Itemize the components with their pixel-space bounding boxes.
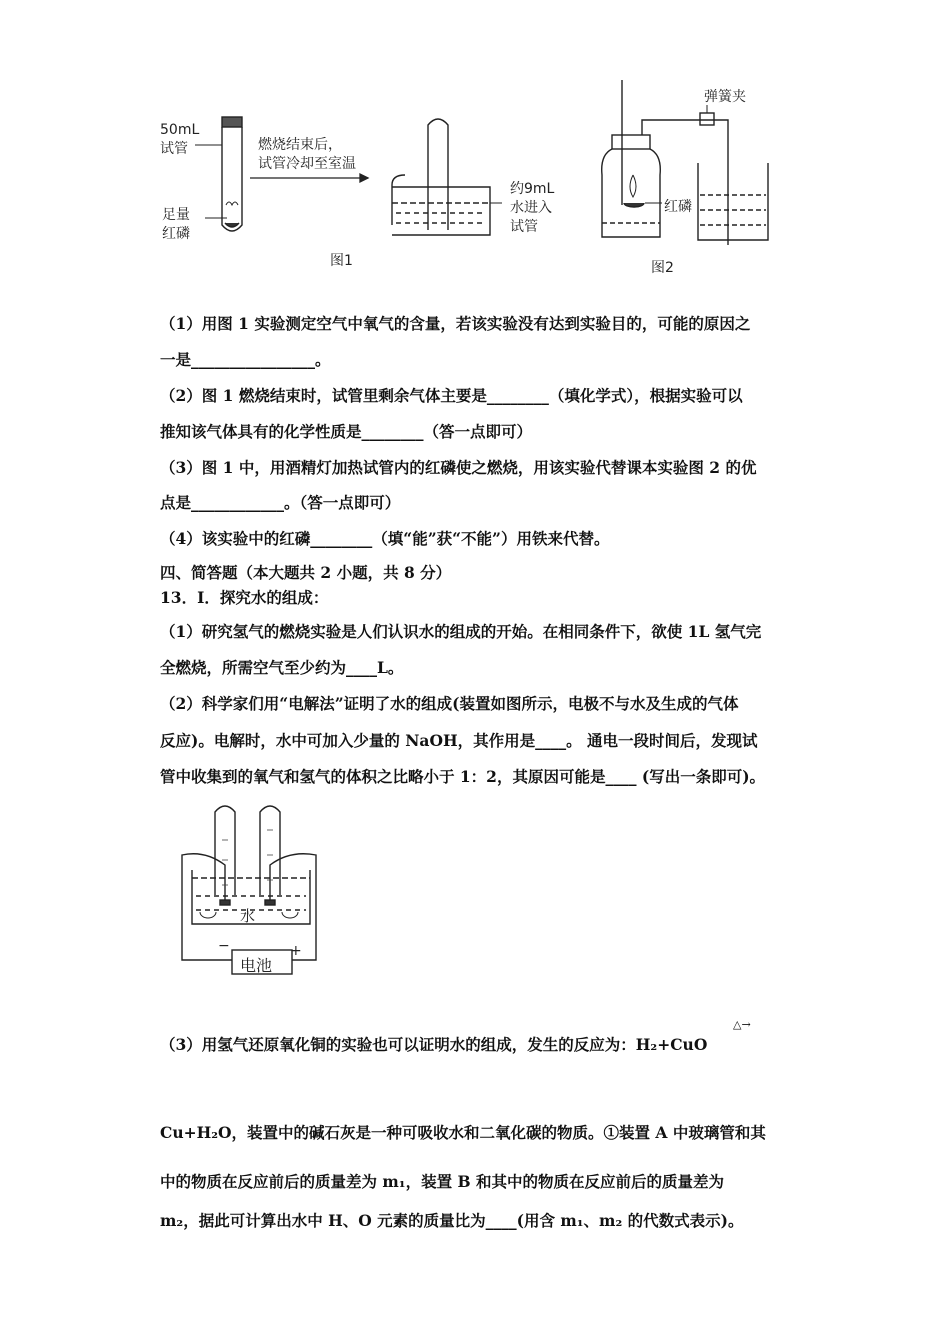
q13-1-line1: （1）研究氢气的燃烧实验是人们认识水的组成的开始。在相同条件下，欲使 1L 氢气完: [160, 622, 762, 641]
fig1-arrow: [250, 174, 368, 182]
fig2-clamp-label: 弹簧夹: [704, 89, 746, 105]
electrolysis-battery-label: 电池: [240, 956, 273, 975]
q13-3-line1: （3）用氢气还原氧化铜的实验也可以证明水的组成，发生的反应为：H₂+CuO: [160, 1035, 708, 1054]
q3-line2: 点是____________。（答一点即可）: [160, 493, 401, 512]
heat-arrow: △→: [733, 1018, 751, 1031]
q2-line2: 推知该气体具有的化学性质是________（答一点即可）: [160, 422, 533, 441]
q1-line2: 一是________________。: [160, 350, 331, 369]
q2-line1: （2）图 1 燃烧结束时，试管里剩余气体主要是________（填化学式），根据实验可以: [160, 386, 743, 405]
fig2-caption: 图2: [651, 260, 674, 276]
fig1-arrow-text: 燃烧结束后， 试管冷却至室温: [258, 137, 356, 172]
electrolysis-water-label: 水: [240, 907, 256, 925]
q13-3-line4: m₂，据此可计算出水中 H、O 元素的质量比为____(用含 m₁、m₂ 的代数式表示)。: [160, 1211, 744, 1230]
q13-1-line2: 全燃烧，所需空气至少约为____L。: [160, 658, 404, 677]
fig1-trough: [392, 119, 502, 235]
electrolysis-plus: +: [290, 943, 302, 959]
figure-1-and-2: [150, 75, 790, 290]
fig2-phosphorus-label: 红磷: [664, 199, 692, 215]
q13-3-line3: 中的物质在反应前后的质量差为 m₁，装置 B 和其中的物质在反应前后的质量差为: [160, 1172, 724, 1191]
q13-2-line3: 管中收集到的氧气和氢气的体积之比略小于 1：2，其原因可能是____ (写出一条即可)。: [160, 767, 766, 786]
fig1-phosphorus-label: 足量 红磷: [162, 207, 190, 242]
fig1-test-tube: [195, 117, 242, 231]
section-title: 四、简答题（本大题共 2 小题，共 8 分）: [160, 563, 452, 582]
q13-3-line2: Cu+H₂O，装置中的碱石灰是一种可吸收水和二氧化碳的物质。①装置 A 中玻璃管和其: [160, 1123, 766, 1142]
q4-line1: （4）该实验中的红磷________（填“能”获“不能”）用铁来代替。: [160, 529, 610, 548]
q1-line1: （1）用图 1 实验测定空气中氧气的含量，若该实验没有达到实验目的，可能的原因之: [160, 314, 751, 333]
fig1-caption: 图1: [330, 253, 353, 269]
fig1-tube-label: 50mL 试管: [160, 122, 200, 157]
q13-2-line1: （2）科学家们用“电解法”证明了水的组成(装置如图所示，电极不与水及生成的气体: [160, 694, 739, 713]
fig1-water-label: 约9mL 水进入 试管: [510, 181, 555, 235]
electrolysis-minus: −: [218, 938, 230, 954]
q3-line1: （3）图 1 中，用酒精灯加热试管内的红磷使之燃烧，用该实验代替课本实验图 2 的优: [160, 458, 757, 477]
q13-title: 13．I．探究水的组成：: [160, 588, 329, 607]
q13-2-line2: 反应)。电解时，水中可加入少量的 NaOH，其作用是____。 通电一段时间后，发现试: [160, 731, 758, 750]
